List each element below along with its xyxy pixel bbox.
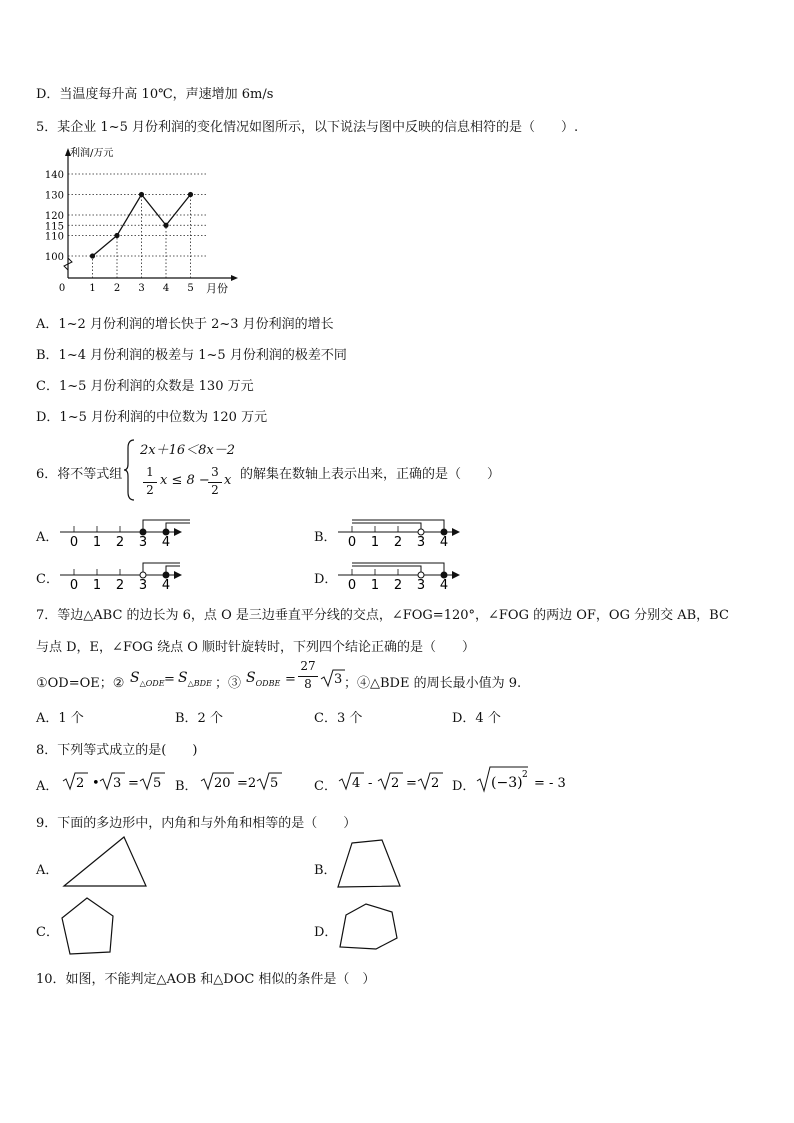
tick-label-3: 3	[138, 535, 148, 550]
q6-label-b: B．	[314, 530, 337, 545]
q7-option-a: A．1 个	[36, 711, 84, 726]
q6-frac2-den: 2	[211, 483, 219, 497]
y-tick-label-130: 130	[44, 190, 64, 202]
q5-option-c: C．1~5 月份利润的众数是 130 万元	[36, 379, 254, 394]
svg-text:20: 20	[214, 776, 231, 791]
tick-label-1: 1	[370, 578, 380, 593]
q5-line-chart	[36, 146, 246, 296]
q6-frac1-num: 1	[146, 465, 154, 479]
q6-label-c: C．	[36, 572, 59, 587]
q7-option-c: C．3 个	[314, 711, 363, 726]
y-tick-label-120: 120	[44, 211, 64, 222]
q5-stem: 5．某企业 1~5 月份利润的变化情况如图所示，以下说法与图中反映的信息相符的是（ ）.	[36, 120, 579, 135]
svg-text:2: 2	[431, 776, 440, 791]
q6-numberline-b	[338, 512, 478, 552]
q9-quadrilateral	[336, 838, 408, 892]
tick-label-4: 4	[161, 578, 171, 593]
tick-label-4: 4	[439, 535, 449, 550]
q7-conclusion-3: ；③	[215, 676, 242, 691]
q8-option-c-label: C．	[314, 779, 337, 794]
svg-text:=2: =2	[237, 776, 257, 791]
q8-option-c-expr	[338, 770, 448, 792]
number-axis-arrow	[174, 528, 182, 536]
q7-equals-2: =	[285, 672, 296, 687]
q7-option-d: D．4 个	[452, 711, 501, 726]
q5-option-b: B．1~4 月份利润的极差与 1~5 月份利润的极差不同	[36, 348, 347, 363]
svg-text:2: 2	[76, 776, 85, 791]
q6-ineq2-pre: x ≤ 8 −	[160, 473, 210, 488]
tick-label-1: 1	[92, 535, 102, 550]
tick-label-0: 0	[347, 535, 357, 550]
q5-option-d: D．1~5 月份利润的中位数为 120 万元	[36, 410, 268, 425]
q9-hexagon	[336, 902, 402, 952]
endpoint-4	[441, 529, 447, 535]
tick-label-2: 2	[115, 535, 125, 550]
q6-numberline-a	[60, 512, 200, 552]
q8-option-b-label: B．	[175, 779, 198, 794]
q8-option-d-expr	[476, 764, 576, 794]
endpoint-3	[140, 572, 146, 578]
q6-suffix: 的解集在数轴上表示出来，正确的是（ ）	[240, 467, 501, 482]
q5-option-a: A．1~2 月份利润的增长快于 2~3 月份利润的增长	[36, 317, 334, 332]
q7-option-b: B．2 个	[175, 711, 223, 726]
tick-label-3: 3	[138, 578, 148, 593]
q6-label-a: A．	[36, 530, 59, 545]
y-axis-label: 利润/万元	[70, 148, 114, 159]
q6-inequality-1: 2x＋16＜8x－2	[140, 443, 236, 458]
q8-option-b-expr	[200, 770, 290, 792]
q7-line-1: 7．等边△ABC 的边长为 6，点 O 是三边垂直平分线的交点，∠FOG=120°，∠FOG 的两边 OF，OG 分别交 AB，BC	[36, 608, 729, 623]
endpoint-3	[140, 529, 146, 535]
x-tick-label-5: 5	[187, 283, 194, 294]
tick-label-3: 3	[416, 578, 426, 593]
tick-label-0: 0	[69, 578, 79, 593]
q6-numberline-c	[60, 555, 200, 595]
q9-label-d: D．	[314, 925, 338, 940]
tick-label-1: 1	[92, 578, 102, 593]
svg-text:= - 3: = - 3	[534, 776, 566, 791]
tick-label-0: 0	[69, 535, 79, 550]
q7-conclusion-4: ；④△BDE 的周长最小值为 9.	[344, 676, 522, 691]
svg-text:3: 3	[113, 776, 122, 791]
svg-text:(−3): (−3)	[491, 775, 523, 791]
data-point-2	[114, 233, 119, 238]
q7-line-2: 与点 D，E，∠FOG 绕点 O 顺时针旋转时，下列四个结论正确的是（ ）	[36, 640, 476, 655]
x-tick-label-1: 1	[89, 283, 96, 294]
x-tick-label-4: 4	[162, 283, 170, 294]
q6-frac2-num: 3	[211, 465, 219, 479]
svg-text:2: 2	[391, 776, 400, 791]
q8-stem: 8．下列等式成立的是( )	[36, 743, 198, 758]
q7-sqrt-3: 3	[334, 672, 343, 687]
number-axis-arrow	[452, 528, 460, 536]
q7-s-ode: $S_{\triangle ODE}$	[130, 670, 165, 688]
tick-label-2: 2	[393, 578, 403, 593]
tick-label-1: 1	[370, 535, 380, 550]
q8-option-a-label: A．	[36, 779, 59, 794]
q8-option-a-expr	[62, 770, 172, 792]
data-point-3	[139, 192, 144, 197]
endpoint-3	[418, 572, 424, 578]
solution-bar-3	[352, 523, 421, 532]
q6-prefix: 6．将不等式组	[36, 467, 123, 482]
q7-s-bde: $S_{\triangle BDE}$	[178, 670, 212, 688]
q7-s-odbe: $S_{ODBE}$	[246, 670, 281, 688]
q6-label-d: D．	[314, 572, 338, 587]
q9-triangle	[62, 835, 152, 890]
tick-label-4: 4	[439, 578, 449, 593]
svg-text:2: 2	[522, 770, 528, 780]
tick-label-3: 3	[416, 535, 426, 550]
x-tick-label-0: 0	[58, 283, 66, 294]
x-axis-arrow	[231, 275, 238, 281]
svg-text:5: 5	[153, 776, 162, 791]
svg-text:5: 5	[270, 776, 279, 791]
data-point-1	[90, 253, 95, 258]
q9-stem: 9．下面的多边形中，内角和与外角和相等的是（ ）	[36, 816, 357, 831]
y-tick-label-140: 140	[44, 170, 64, 181]
endpoint-4	[163, 529, 169, 535]
x-tick-label-2: 2	[113, 283, 121, 294]
svg-text:4: 4	[352, 776, 361, 791]
endpoint-4	[163, 572, 169, 578]
svg-text:=: =	[128, 776, 139, 791]
q8-option-d-label: D．	[452, 779, 476, 794]
q9-label-c: C．	[36, 925, 59, 940]
data-point-5	[188, 192, 193, 197]
number-axis-arrow	[452, 571, 460, 579]
y-tick-label-110: 110	[44, 231, 64, 243]
data-point-4	[163, 223, 168, 228]
svg-text:-: -	[368, 776, 373, 791]
x-tick-label-3: 3	[138, 283, 145, 294]
number-axis-arrow	[174, 571, 182, 579]
q7-conclusion-1: ①OD=OE；②	[36, 676, 125, 691]
q10-stem: 10．如图，不能判定△AOB 和△DOC 相似的条件是（ ）	[36, 972, 376, 987]
svg-text:•: •	[92, 776, 100, 791]
endpoint-4	[441, 572, 447, 578]
q9-label-b: B．	[314, 863, 337, 878]
x-axis-label: 月份	[206, 282, 228, 295]
endpoint-3	[418, 529, 424, 535]
tick-label-2: 2	[393, 535, 403, 550]
y-tick-label-115: 115	[44, 221, 64, 233]
q7-frac-num: 27	[300, 659, 316, 673]
q9-pentagon	[60, 896, 120, 958]
q9-label-a: A．	[36, 863, 59, 878]
q6-ineq2-post: x	[224, 473, 232, 488]
q7-frac-den: 8	[304, 677, 312, 691]
q6-frac1-den: 2	[146, 483, 154, 497]
solution-bar-3	[352, 566, 421, 575]
q6-brace	[124, 438, 136, 502]
y-tick-label-100: 100	[44, 252, 64, 263]
q6-numberline-d	[338, 555, 478, 595]
q4-option-d: D．当温度每升高 10℃，声速增加 6m/s	[36, 87, 274, 102]
tick-label-0: 0	[347, 578, 357, 593]
svg-text:=: =	[406, 776, 417, 791]
q7-equals: =	[164, 672, 175, 687]
tick-label-2: 2	[115, 578, 125, 593]
tick-label-4: 4	[161, 535, 171, 550]
